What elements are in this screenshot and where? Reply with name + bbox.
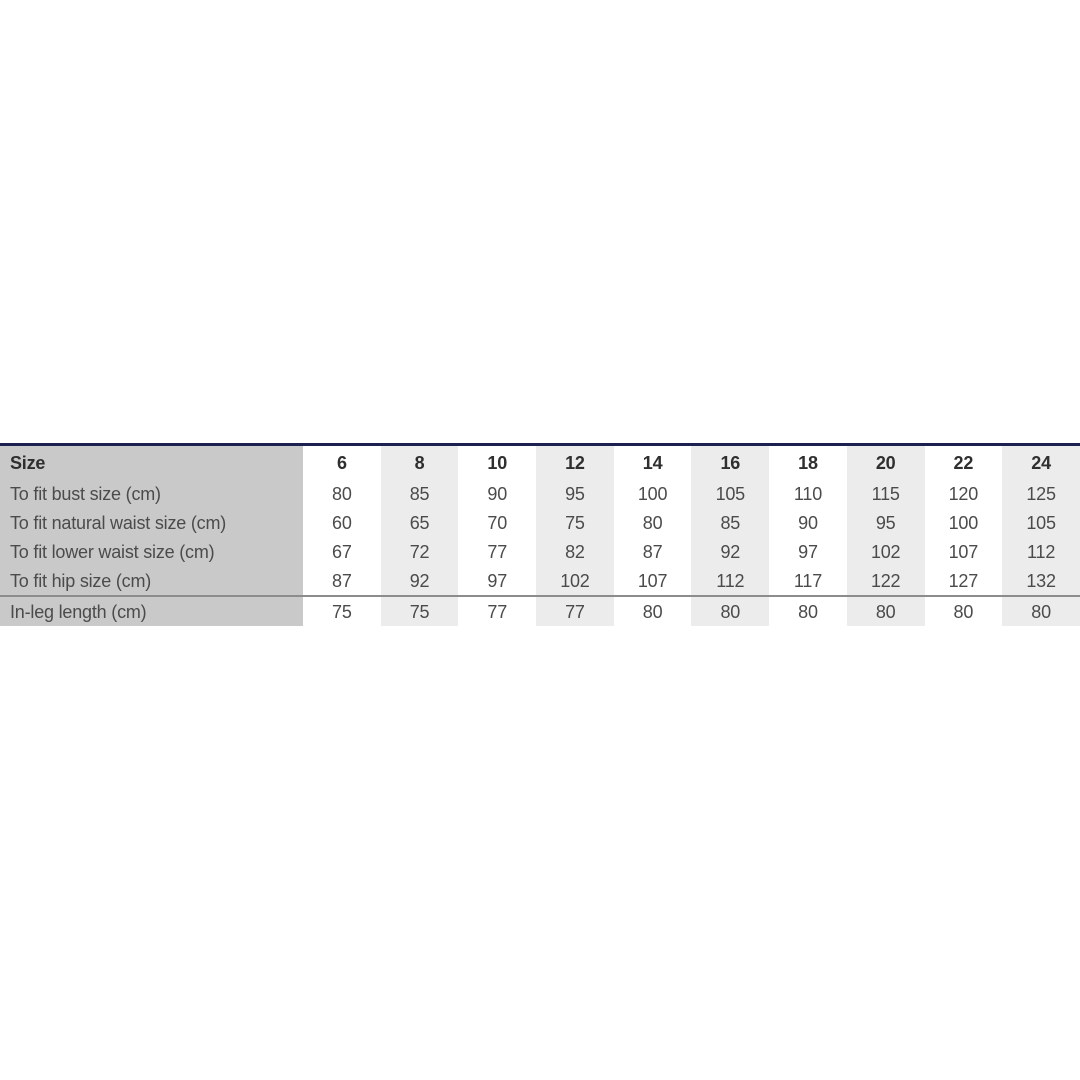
table-row bbox=[0, 566, 1080, 596]
table-row bbox=[0, 537, 1080, 566]
size-column-header: 12 bbox=[536, 446, 614, 479]
size-chart-body bbox=[0, 479, 1080, 626]
value-cell: 107 bbox=[637, 570, 668, 591]
size-column-header: 16 bbox=[691, 446, 769, 479]
value-cell: 95 bbox=[536, 479, 614, 508]
value-cell: 115 bbox=[847, 479, 925, 508]
size-header-label: Size bbox=[0, 446, 303, 479]
value-cell: 100 bbox=[637, 483, 668, 504]
value-cell: 87 bbox=[642, 541, 663, 562]
value-cell: 80 bbox=[614, 596, 692, 626]
value-cell: 75 bbox=[303, 596, 381, 626]
value-cell: 80 bbox=[769, 596, 847, 626]
row-label: To fit hip size (cm) bbox=[0, 566, 303, 596]
row-label: To fit natural waist size (cm) bbox=[0, 508, 303, 537]
value-cell: 90 bbox=[798, 512, 818, 533]
value-cell: 105 bbox=[691, 479, 769, 508]
value-cell: 77 bbox=[536, 596, 614, 626]
size-column-header: 14 bbox=[642, 452, 663, 473]
size-column-header: 18 bbox=[798, 452, 818, 473]
value-cell: 95 bbox=[847, 508, 925, 537]
value-cell: 77 bbox=[487, 541, 508, 562]
value-cell: 80 bbox=[1002, 596, 1080, 626]
value-cell: 85 bbox=[691, 508, 769, 537]
value-cell: 97 bbox=[798, 541, 818, 562]
value-cell: 100 bbox=[948, 512, 979, 533]
value-cell: 112 bbox=[691, 566, 769, 596]
size-chart-header bbox=[0, 446, 1080, 479]
table-row bbox=[0, 479, 1080, 508]
value-cell: 82 bbox=[536, 537, 614, 566]
size-column-header: 8 bbox=[381, 446, 459, 479]
size-column-header: 20 bbox=[847, 446, 925, 479]
value-cell: 127 bbox=[948, 570, 979, 591]
value-cell: 80 bbox=[847, 596, 925, 626]
value-cell: 80 bbox=[332, 483, 352, 504]
table-row bbox=[0, 508, 1080, 537]
header-row bbox=[0, 446, 1080, 479]
value-cell: 120 bbox=[948, 483, 979, 504]
value-cell: 112 bbox=[1002, 537, 1080, 566]
value-cell: 117 bbox=[793, 570, 823, 591]
table-row bbox=[0, 596, 1080, 626]
value-cell: 75 bbox=[536, 508, 614, 537]
value-cell: 110 bbox=[793, 483, 823, 504]
value-cell: 67 bbox=[332, 541, 352, 562]
value-cell: 90 bbox=[487, 483, 508, 504]
value-cell: 92 bbox=[691, 537, 769, 566]
size-chart-table bbox=[0, 446, 1080, 626]
value-cell: 105 bbox=[1002, 508, 1080, 537]
row-label: To fit lower waist size (cm) bbox=[0, 537, 303, 566]
value-cell: 65 bbox=[381, 508, 459, 537]
value-cell: 85 bbox=[381, 479, 459, 508]
value-cell: 92 bbox=[381, 566, 459, 596]
value-cell: 107 bbox=[948, 541, 979, 562]
value-cell: 102 bbox=[536, 566, 614, 596]
value-cell: 80 bbox=[642, 512, 663, 533]
value-cell: 75 bbox=[381, 596, 459, 626]
size-column-header: 24 bbox=[1002, 446, 1080, 479]
row-label: In-leg length (cm) bbox=[0, 596, 303, 626]
value-cell: 132 bbox=[1002, 566, 1080, 596]
value-cell: 122 bbox=[847, 566, 925, 596]
row-label: To fit bust size (cm) bbox=[0, 479, 303, 508]
size-column-header: 22 bbox=[953, 452, 974, 473]
value-cell: 77 bbox=[458, 596, 536, 626]
value-cell: 72 bbox=[381, 537, 459, 566]
value-cell: 97 bbox=[487, 570, 508, 591]
value-cell: 80 bbox=[925, 596, 1003, 626]
size-column-header: 10 bbox=[487, 452, 508, 473]
value-cell: 125 bbox=[1002, 479, 1080, 508]
value-cell: 80 bbox=[691, 596, 769, 626]
value-cell: 87 bbox=[332, 570, 352, 591]
value-cell: 70 bbox=[487, 512, 508, 533]
value-cell: 60 bbox=[332, 512, 352, 533]
size-column-header: 6 bbox=[336, 452, 347, 473]
value-cell: 102 bbox=[847, 537, 925, 566]
size-chart bbox=[0, 443, 1080, 626]
